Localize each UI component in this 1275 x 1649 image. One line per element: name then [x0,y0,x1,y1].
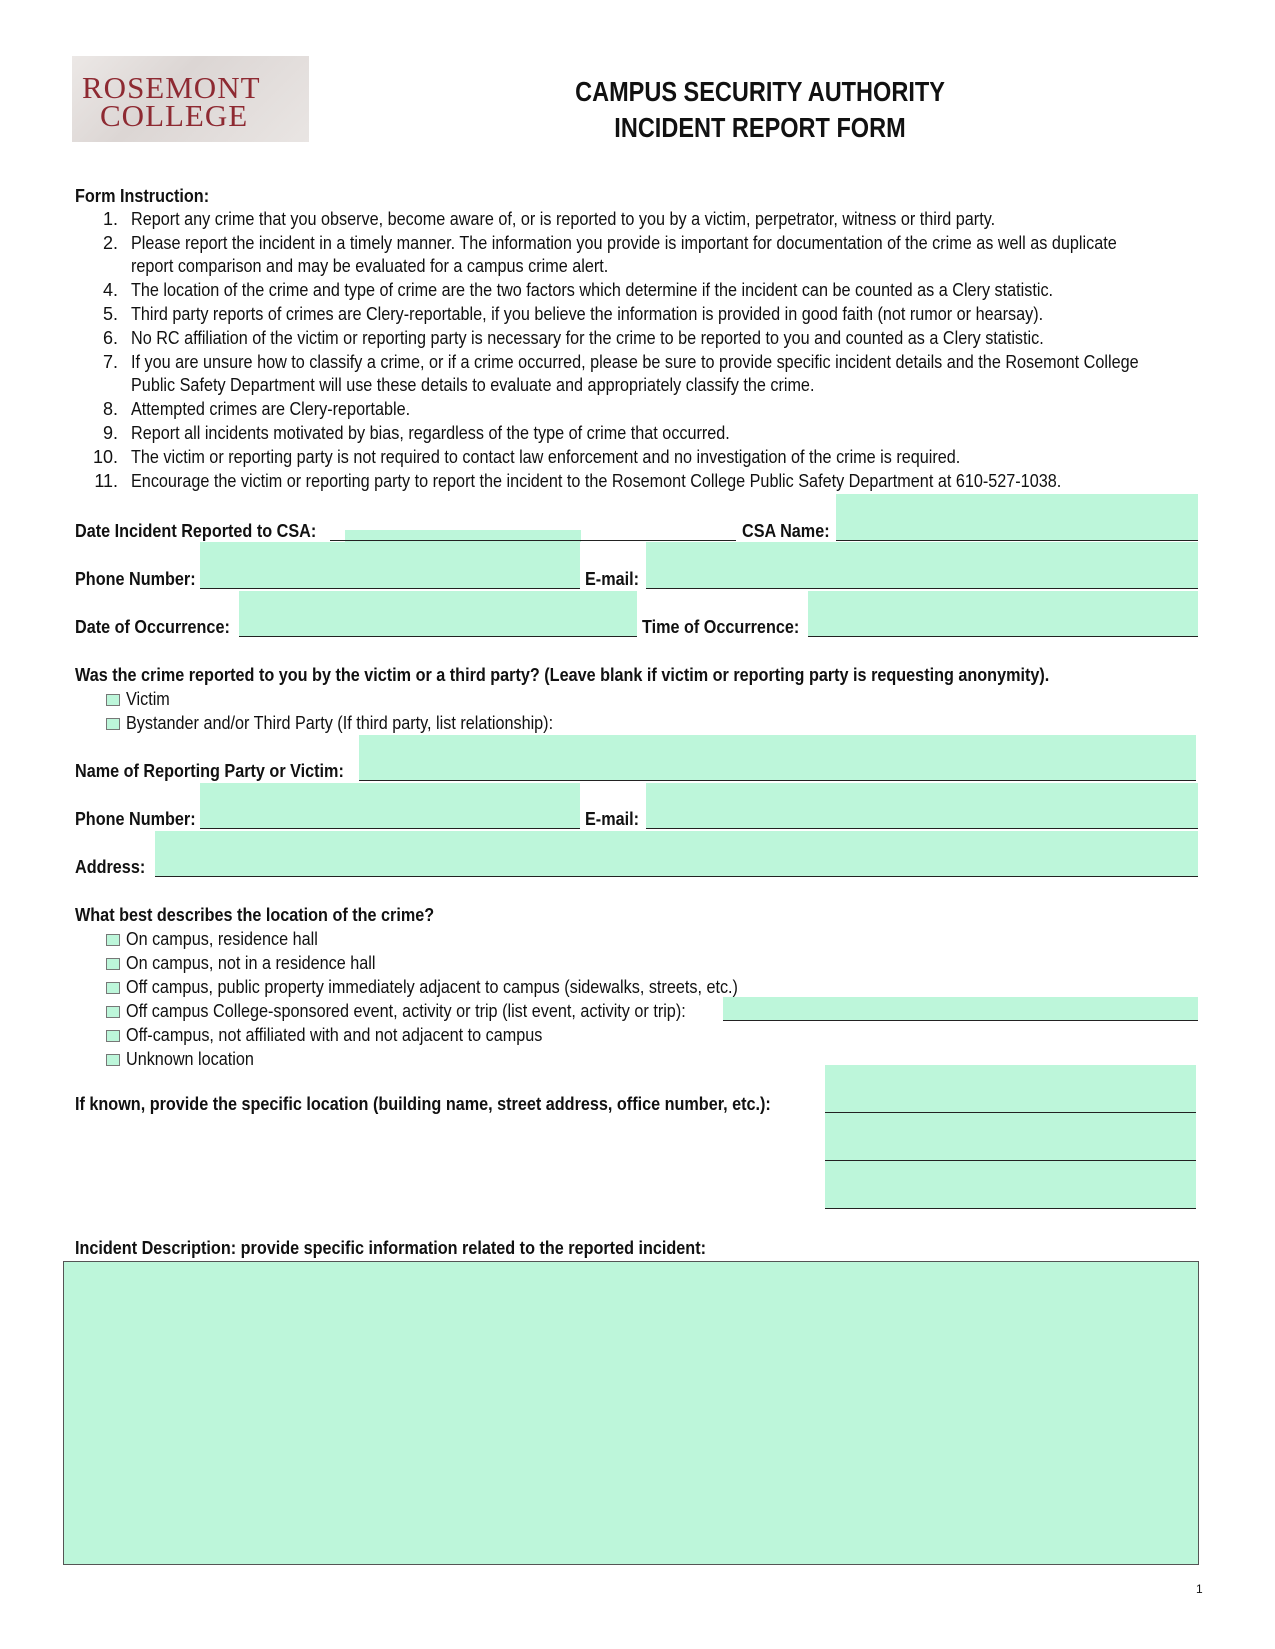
date-reported-field[interactable] [330,540,736,541]
location-checkbox-sponsored-event[interactable] [106,1006,120,1018]
csa-email-label: E-mail: [585,569,640,589]
time-occurrence-field-bg [808,591,1198,637]
location-option-label: On campus, not in a residence hall [126,953,376,973]
time-occurrence-field[interactable] [808,636,1198,637]
instruction-text: Report all incidents motivated by bias, regardless of the type of crime that occurred. [131,423,730,443]
location-option-label: Off campus College-sponsored event, activity or trip (list event, activity or trip): [126,1001,686,1021]
logo-line1: ROSEMONT [82,70,261,105]
instruction-number: 6. [102,328,118,348]
instruction-text: Report any crime that you observe, become aware of, or is reported to you by a victim, perpetrator, witness or third party. [131,209,996,229]
third-party-checkbox[interactable] [106,718,120,730]
instruction-text: The location of the crime and type of crime are the two factors which determine if the incident can be counted as a Clery statistic. [131,280,1054,300]
date-occurrence-field[interactable] [239,636,637,637]
reporter-name-field[interactable] [359,780,1196,781]
specific-location-line-2[interactable] [825,1160,1196,1161]
victim-checkbox[interactable] [106,694,120,706]
location-checkbox-residence-hall[interactable] [106,934,120,946]
instruction-number: 8. [102,399,118,419]
location-checkbox-unknown[interactable] [106,1054,120,1066]
date-reported-label: Date Incident Reported to CSA: [75,521,317,541]
instruction-text: No RC affiliation of the victim or reporting party is necessary for the crime to be reported to you and counted as a Clery statistic. [131,328,1044,348]
date-occurrence-field-bg [239,591,637,637]
sponsored-event-field[interactable] [723,1020,1198,1021]
third-party-option-label: Bystander and/or Third Party (If third party, list relationship): [126,713,554,733]
reporter-address-field[interactable] [155,876,1198,877]
sponsored-event-field-bg [723,997,1198,1021]
location-option-label: On campus, residence hall [126,929,318,949]
incident-description-textarea[interactable] [63,1261,1199,1565]
instruction-number: 1. [102,209,118,229]
csa-phone-label: Phone Number: [75,569,196,589]
reporter-phone-field[interactable] [200,828,580,829]
csa-phone-field[interactable] [200,588,580,589]
reporter-address-label: Address: [75,857,146,877]
reporter-question: Was the crime reported to you by the victim or a third party? (Leave blank if victim or reporting party is requesting anonymity). [75,665,1050,685]
location-checkbox-off-campus-unaffiliated[interactable] [106,1030,120,1042]
time-occurrence-label: Time of Occurrence: [642,617,800,637]
form-title-line2: INCIDENT REPORT FORM [614,112,906,143]
location-checkbox-adjacent-public[interactable] [106,982,120,994]
csa-name-field-bg [836,494,1198,541]
instruction-text: Please report the incident in a timely manner. The information you provide is important for documentation of the crime as well as duplicate [131,233,1117,253]
location-question: What best describes the location of the crime? [75,905,435,925]
location-option-label: Unknown location [126,1049,254,1069]
instruction-number: 10. [92,447,118,467]
reporter-name-field-bg [359,735,1196,781]
location-option-label: Off-campus, not affiliated with and not adjacent to campus [126,1025,543,1045]
instruction-number: 4. [102,280,118,300]
location-option-label: Off campus, public property immediately adjacent to campus (sidewalks, streets, etc.) [126,977,738,997]
instruction-number: 11. [94,471,118,491]
csa-name-label: CSA Name: [742,521,830,541]
reporter-name-label: Name of Reporting Party or Victim: [75,761,344,781]
reporter-phone-label: Phone Number: [75,809,196,829]
specific-location-label: If known, provide the specific location (building name, street address, office number, etc.): [75,1094,771,1114]
logo-line2: COLLEGE [100,98,249,133]
instruction-text: Third party reports of crimes are Clery-reportable, if you believe the information is provided in good faith (not rumor or hearsay). [131,304,1044,324]
location-checkbox-not-residence-hall[interactable] [106,958,120,970]
instruction-text-continued: report comparison and may be evaluated for a campus crime alert. [131,256,609,276]
instruction-text: Attempted crimes are Clery-reportable. [131,399,411,419]
instruction-text-continued: Public Safety Department will use these details to evaluate and appropriately classify the crime. [131,375,815,395]
instruction-text: The victim or reporting party is not required to contact law enforcement and no investigation of the crime is required. [131,447,961,467]
specific-location-line-1[interactable] [825,1112,1196,1113]
phone-field-bg [200,542,580,589]
instruction-number: 7. [102,352,118,372]
instruction-text: Encourage the victim or reporting party to report the incident to the Rosemont College Public Safety Department at 610-527-1038. [131,471,1062,491]
instruction-number: 5. [102,304,118,324]
email-field-bg [646,542,1198,589]
reporter-phone-field-bg [200,783,580,829]
specific-location-field-bg [825,1065,1196,1209]
college-logo [72,56,309,142]
csa-email-field[interactable] [646,588,1198,589]
reporter-email-field-bg [646,783,1198,829]
instruction-number: 2. [102,233,118,253]
date-occurrence-label: Date of Occurrence: [75,617,230,637]
page-number: 1 [1196,1582,1203,1596]
reporter-email-label: E-mail: [585,809,640,829]
victim-option-label: Victim [126,689,170,709]
reporter-email-field[interactable] [646,828,1198,829]
csa-name-field[interactable] [836,540,1198,541]
form-title-line1: CAMPUS SECURITY AUTHORITY [575,76,945,107]
address-field-bg [155,831,1198,877]
instruction-number: 9. [102,423,118,443]
specific-location-line-3[interactable] [825,1208,1196,1209]
instructions-heading: Form Instruction: [75,186,210,206]
instruction-text: If you are unsure how to classify a crime, or if a crime occurred, please be sure to provide specific incident details and the Rosemont College [131,352,1139,372]
incident-description-label: Incident Description: provide specific information related to the reported incident: [75,1238,706,1258]
